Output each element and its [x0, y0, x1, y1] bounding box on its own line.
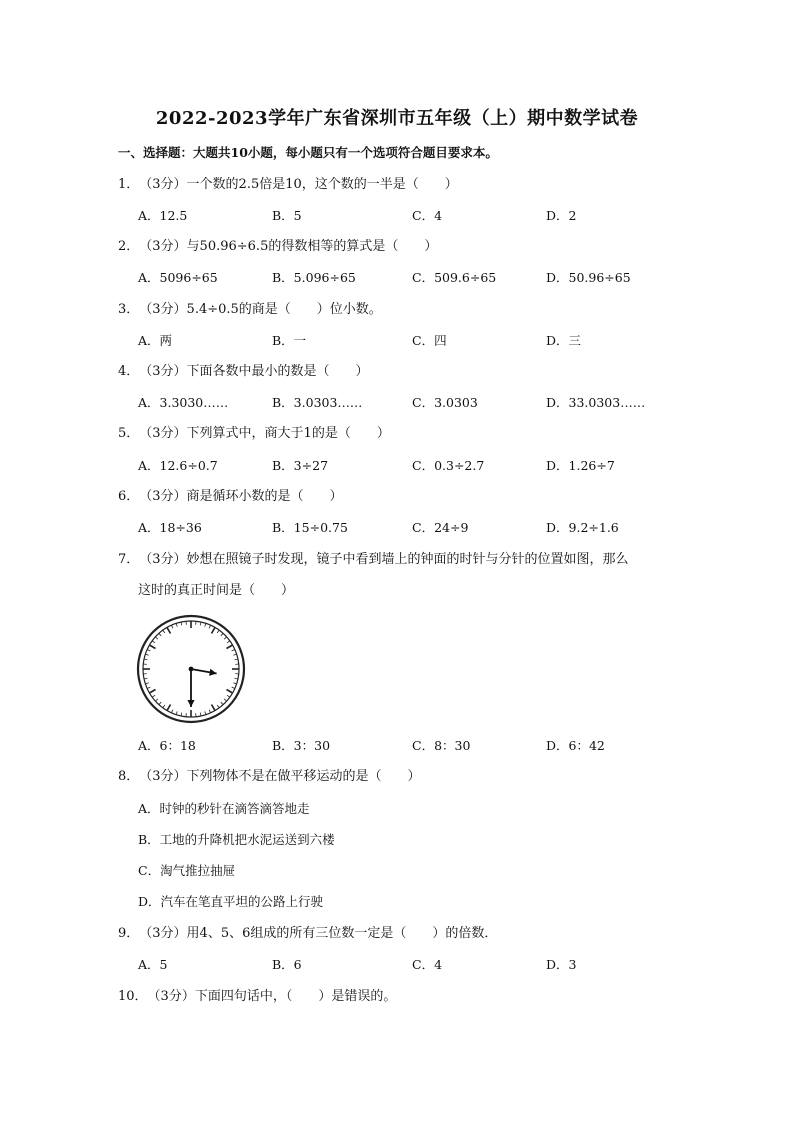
question-1-options [138, 207, 698, 225]
question-1 [118, 176, 458, 194]
option-a[interactable]: A．5 [138, 957, 168, 972]
option-b[interactable]: B．3÷27 [272, 458, 329, 473]
clock-hour-tick [227, 645, 233, 649]
clock-minute-tick [209, 710, 210, 713]
question-number: 8． [118, 769, 140, 784]
clock-minute-tick [145, 683, 148, 684]
question-text: （3分）商是循环小数的是（ ） [139, 489, 343, 504]
question-8 [118, 768, 421, 786]
question-number: 1． [118, 177, 140, 192]
clock-hour-tick [212, 627, 216, 633]
question-4 [118, 363, 369, 381]
option-d[interactable]: D．三 [546, 333, 582, 348]
question-number: 6． [118, 489, 140, 504]
option-b[interactable]: B．5.096÷65 [272, 270, 356, 285]
question-text: （3分）一个数的2.5倍是10，这个数的一半是（ ） [139, 177, 458, 192]
option-c[interactable]: C．淘气推拉抽屉 [138, 863, 236, 878]
clock-minute-tick [176, 623, 177, 626]
option-a[interactable]: A．5096÷65 [138, 270, 218, 285]
clock-minute-tick [221, 633, 223, 636]
clock-minute-tick [200, 713, 201, 716]
option-d[interactable]: D．33.0303…… [546, 395, 646, 410]
question-text: （3分）妙想在照镜子时发现，镜子中看到墙上的钟面的时针与分针的位置如图，那么 [139, 552, 629, 567]
clock-hour-tick [212, 705, 216, 711]
option-d[interactable]: D．汽车在笔直平坦的公路上行驶 [138, 894, 324, 909]
option-d[interactable]: D．1.26÷7 [546, 458, 615, 473]
option-a[interactable]: A．12.5 [138, 208, 188, 223]
option-b[interactable]: B．工地的升降机把水泥运送到六楼 [138, 832, 335, 847]
clock-minute-tick [235, 659, 238, 660]
option-c[interactable]: C．四 [412, 333, 447, 348]
clock-hour-tick [167, 705, 171, 711]
option-a[interactable]: A．两 [138, 333, 173, 348]
clock-figure [136, 614, 246, 724]
clock-minute-tick [217, 630, 219, 633]
clock-minute-tick [144, 678, 147, 679]
clock-minute-tick [163, 630, 165, 633]
option-c[interactable]: C．509.6÷65 [412, 270, 497, 285]
question-5 [118, 425, 390, 443]
option-b[interactable]: B．6 [272, 957, 302, 972]
question-number: 3． [118, 302, 140, 317]
clock-minute-tick [232, 649, 235, 650]
option-b[interactable]: B．3：30 [272, 738, 331, 753]
question-6 [118, 488, 343, 506]
option-a[interactable]: A．时钟的秒针在滴答滴答地走 [138, 801, 310, 816]
clock-minute-tick [144, 659, 147, 660]
question-2 [118, 238, 437, 256]
question-text: （3分）5.4÷0.5的商是（ ）位小数。 [139, 302, 382, 317]
option-d[interactable]: D．3 [546, 957, 577, 972]
option-c[interactable]: C．0.3÷2.7 [412, 458, 485, 473]
clock-minute-tick [152, 641, 155, 643]
question-9-options [138, 956, 698, 974]
section-heading: 一、选择题：大题共10小题，每小题只有一个选项符合题目要求本。 [118, 145, 498, 160]
clock-hour-tick [149, 690, 155, 694]
question-number: 9． [118, 926, 140, 941]
option-c[interactable]: C．3.0303 [412, 395, 478, 410]
clock-minute-tick [205, 711, 206, 714]
option-c[interactable]: C．4 [412, 957, 443, 972]
question-number: 10． [118, 989, 148, 1004]
clock-minute-tick [176, 711, 177, 714]
option-c[interactable]: C．24÷9 [412, 520, 469, 535]
question-number: 4． [118, 364, 140, 379]
clock-minute-tick [209, 625, 210, 628]
question-text: （3分）下面四句话中，（ ）是错误的。 [147, 989, 397, 1004]
question-2-options [138, 269, 698, 287]
option-c[interactable]: C．4 [412, 208, 443, 223]
clock-minute-tick [147, 649, 150, 650]
option-d[interactable]: D．6：42 [546, 738, 605, 753]
clock-minute-tick [181, 713, 182, 716]
clock-minute-tick [221, 702, 223, 705]
clock-minute-tick [159, 633, 161, 636]
clock-minute-tick [155, 699, 158, 701]
question-9 [118, 925, 497, 943]
option-a[interactable]: A．18÷36 [138, 520, 202, 535]
clock-minute-tick [224, 637, 227, 639]
question-text: （3分）下面各数中最小的数是（ ） [139, 364, 369, 379]
option-b[interactable]: B．3.0303…… [272, 395, 363, 410]
clock-hour-tick [149, 645, 155, 649]
clock-minute-tick [181, 622, 182, 625]
question-number: 5． [118, 426, 140, 441]
clock-hour-hand-arrow [209, 669, 217, 676]
clock-minute-tick [145, 654, 148, 655]
clock-face [138, 616, 244, 722]
clock-center-dot [189, 667, 194, 672]
question-7 [118, 551, 629, 569]
option-d[interactable]: D．50.96÷65 [546, 270, 631, 285]
option-c[interactable]: C．8：30 [412, 738, 471, 753]
option-b[interactable]: B．5 [272, 208, 302, 223]
clock-minute-tick [159, 702, 161, 705]
clock-minute-tick [233, 654, 236, 655]
clock-minute-tick [227, 641, 230, 643]
clock-minute-tick [200, 622, 201, 625]
clock-minute-tick [155, 637, 158, 639]
clock-minute-tick [217, 705, 219, 708]
option-a[interactable]: A．12.6÷0.7 [138, 458, 218, 473]
option-a[interactable]: A．6：18 [138, 738, 196, 753]
question-10 [118, 988, 396, 1006]
option-b[interactable]: B．15÷0.75 [272, 520, 348, 535]
question-text: （3分）下列物体不是在做平移运动的是（ ） [139, 769, 421, 784]
clock-hour-tick [167, 627, 171, 633]
question-text: （3分）下列算式中，商大于1的是（ ） [139, 426, 390, 441]
clock-minute-hand-arrow [187, 700, 194, 707]
question-text: （3分）用4、5、6组成的所有三位数一定是（ ）的倍数． [139, 926, 498, 941]
question-number: 7． [118, 552, 140, 567]
clock-minute-tick [152, 695, 155, 697]
option-d[interactable]: D．2 [546, 208, 577, 223]
clock-minute-tick [235, 678, 238, 679]
question-text: （3分）与50.96÷6.5的得数相等的算式是（ ） [139, 239, 438, 254]
option-b[interactable]: B．一 [272, 333, 307, 348]
question-4-options [138, 394, 698, 412]
question-number: 2． [118, 239, 140, 254]
option-a[interactable]: A．3.3030…… [138, 395, 229, 410]
clock-minute-tick [147, 687, 150, 688]
option-d[interactable]: D．9.2÷1.6 [546, 520, 619, 535]
clock-minute-tick [171, 625, 172, 628]
clock-minute-tick [205, 623, 206, 626]
clock-minute-tick [224, 699, 227, 701]
question-7-options [138, 737, 698, 755]
question-5-options [138, 457, 698, 475]
clock-minute-tick [233, 683, 236, 684]
clock-minute-tick [163, 705, 165, 708]
clock-minute-tick [232, 687, 235, 688]
clock-minute-tick [171, 710, 172, 713]
question-3-options [138, 332, 698, 350]
question-6-options [138, 519, 698, 537]
question-3 [118, 301, 382, 319]
clock-minute-tick [227, 695, 230, 697]
page-title: 2022-2023学年广东省深圳市五年级（上）期中数学试卷 [155, 108, 639, 129]
clock-hour-tick [227, 690, 233, 694]
question-7-text-continued: 这时的真正时间是（ ） [138, 583, 295, 598]
